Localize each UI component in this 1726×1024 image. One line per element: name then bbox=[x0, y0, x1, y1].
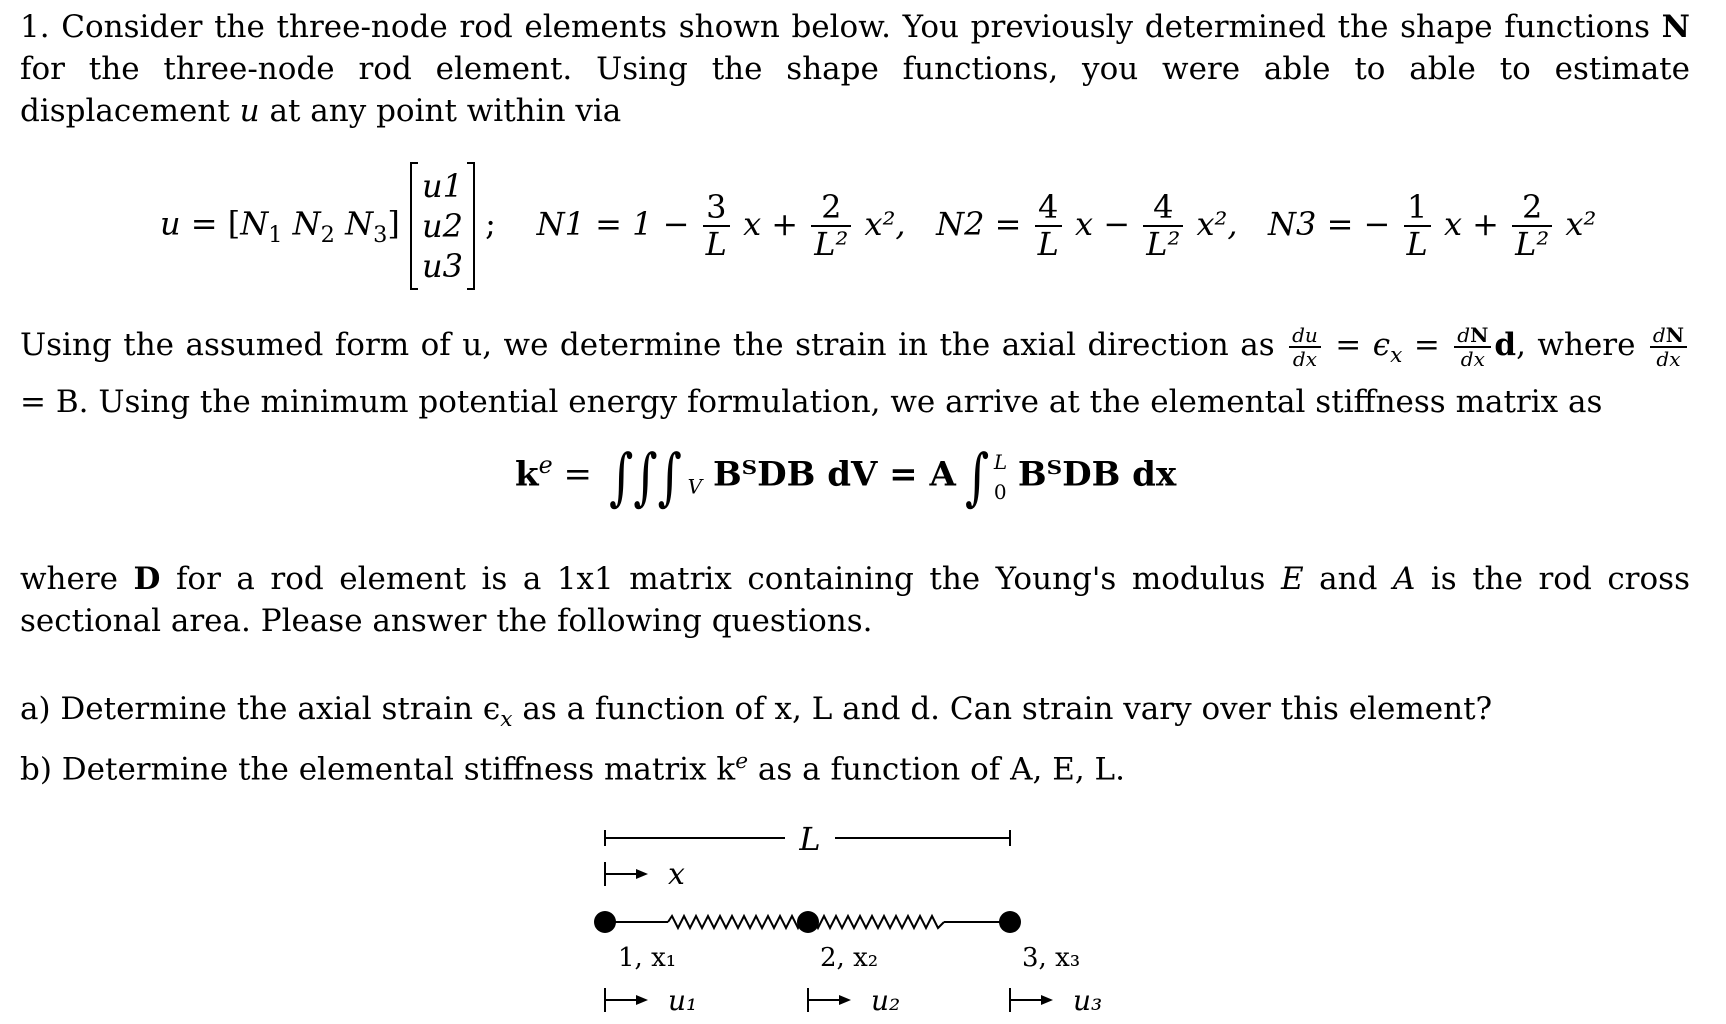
node-2-label: 2, x₂ bbox=[820, 943, 879, 973]
k-symbol: k bbox=[515, 454, 539, 495]
spring-right bbox=[808, 916, 944, 928]
strain-text-c: = B. Using the minimum potential energy formulation, we arrive at the elemental stiffness matrix as bbox=[20, 384, 1603, 421]
problem-number: 1. bbox=[20, 9, 50, 45]
intro-u: u bbox=[239, 93, 260, 129]
node-3-dot bbox=[999, 911, 1021, 933]
question-b: b) Determine the elemental stiffness matrix $k^e$ as a function of A, E, L. bbox=[20, 749, 1125, 788]
length-label: L bbox=[799, 820, 821, 858]
u2-label: u₂ bbox=[871, 984, 901, 1017]
stiffness-equation: $k^e$ = ∫∫∫ $_V$ BᵀDB dV = A ∫ L 0 BᵀDB dx bbox=[515, 440, 1177, 513]
u1-arrow bbox=[605, 988, 648, 1012]
shape-function-equation: $u = [N_1$ $N_2$ $N_3$] u1 u2 u3 ; N1 = 1 − $\frac{3}{L}$ x + $\frac{2}{\text{L²}}$ x², N2 = $\frac{4}{L}$ x − $\frac{4}{\text{L²}}$ x², N3 = − $\frac{1}{L}$ x + $\frac{2}{\text{L²}}$ x² bbox=[160, 162, 1596, 290]
strain-paragraph: Using the assumed form of u, we determine the strain in the axial direction as $\frac{du}{dx}$ = $\epsilon_x$ = $\frac{dN}{dx}$ d, where $\frac{dN}{dx}$ = B. Using the minimum potential energy formulation, we arrive at the elemental stiffness matrix as bbox=[20, 322, 1690, 425]
x-arrow-head bbox=[636, 869, 648, 879]
intro-text-c: at any point within via bbox=[269, 93, 622, 129]
node-1-label: 1, x₁ bbox=[618, 943, 677, 973]
where-paragraph: where D for a rod element is a 1x1 matrix containing the Young's modulus E and A is the rod cross sectional area. Please answer the following questions. bbox=[20, 561, 1690, 639]
vector-u1: u1 bbox=[422, 167, 463, 205]
u3-label: u₃ bbox=[1073, 984, 1103, 1017]
u1-label: u₁ bbox=[668, 984, 698, 1017]
strain-text-b: where bbox=[1537, 327, 1636, 363]
vector-u3: u3 bbox=[422, 247, 463, 285]
spring-left bbox=[668, 916, 808, 928]
intro-text-b: for the three-node rod element. Using the shape functions, you were able to able to estimate displacement bbox=[20, 51, 1690, 129]
N1-expression: N1 = 1 − $\frac{3}{L}$ x + $\frac{2}{\text{L²}}$ x², bbox=[536, 187, 906, 263]
intro-N: N bbox=[1661, 9, 1691, 45]
intro-text-a: Consider the three-node rod elements shown below. You previously determined the shape functions bbox=[61, 9, 1650, 45]
strain-text-a: Using the assumed form of u, we determine the strain in the axial direction as bbox=[20, 327, 1275, 363]
node-1-dot bbox=[594, 911, 616, 933]
node-3-label: 3, x₃ bbox=[1022, 943, 1081, 973]
node-2-dot bbox=[797, 911, 819, 933]
vector-u2: u2 bbox=[422, 207, 463, 245]
question-a: a) Determine the axial strain $\epsilon_x$ as a function of x, L and d. Can strain vary over this element? bbox=[20, 691, 1493, 733]
integrand-volume: BᵀDB dV = A bbox=[712, 454, 956, 495]
u2-arrow bbox=[808, 988, 851, 1012]
integrand-length: BᵀDB dx bbox=[1017, 454, 1177, 495]
x-label: x bbox=[668, 857, 685, 892]
N2-expression: N2 = $\frac{4}{L}$ x − $\frac{4}{\text{L²}}$ x², bbox=[936, 187, 1238, 263]
u3-arrow bbox=[1010, 988, 1053, 1012]
N3-expression: N3 = − $\frac{1}{L}$ x + $\frac{2}{\text{L²}}$ x² bbox=[1268, 187, 1597, 263]
